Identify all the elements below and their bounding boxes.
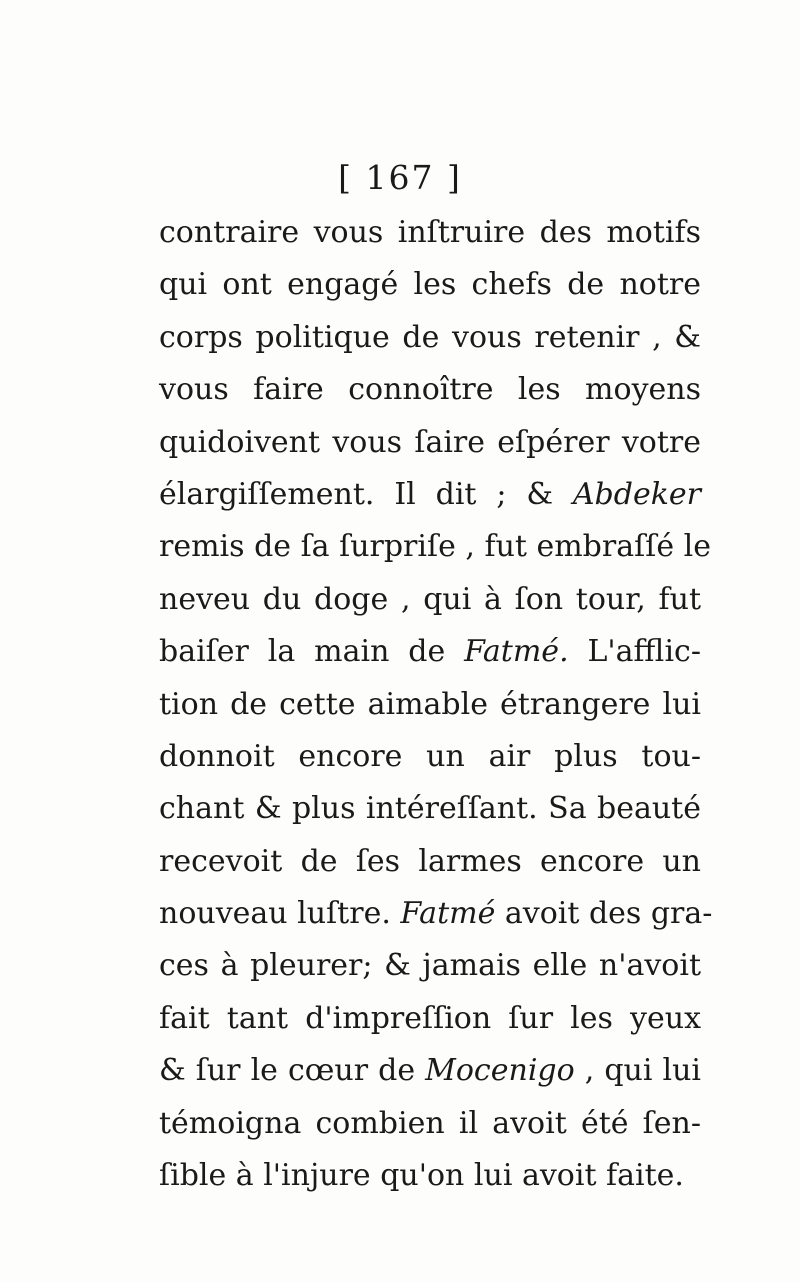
text-line xyxy=(159,940,701,992)
body-text xyxy=(159,207,713,1202)
text-segment: neveu du doge , qui à ſon tour, fut xyxy=(159,581,701,617)
text-segment: contraire vous inſtruire des motifs xyxy=(159,215,701,250)
text-line xyxy=(159,836,701,888)
text-line xyxy=(159,259,701,311)
text-line xyxy=(159,1150,701,1202)
text-segment: recevoit de ſes larmes encore un xyxy=(159,843,701,879)
text-segment: tion de cette aimable étrangere lui xyxy=(159,686,701,722)
text-line xyxy=(159,207,701,259)
text-line xyxy=(159,521,711,573)
text-segment: & ſur le cœur de xyxy=(159,1053,426,1089)
text-segment: donnoit encore un air plus tou- xyxy=(159,738,701,774)
text-segment: élargiſſement. Il dit ; & xyxy=(159,476,573,512)
italic-name: Fatmé xyxy=(400,896,496,932)
text-segment: nouveau luſtre. xyxy=(159,896,401,932)
page-number: [ 167 ] xyxy=(338,158,462,197)
text-segment: quidoivent vous ſaire eſpérer votre xyxy=(159,424,701,460)
text-segment: corps politique de vous retenir , & xyxy=(159,319,701,355)
text-segment: ſible à l'injure qu'on lui avoit faite. xyxy=(159,1158,684,1194)
text-line xyxy=(159,312,701,364)
text-segment: avoit des gra- xyxy=(495,896,713,932)
italic-name: Fatmé. xyxy=(464,634,569,670)
text-segment: fait tant d'impreſſion ſur les yeux xyxy=(159,1000,701,1036)
text-segment: remis de ſa ſurpriſe , fut embraſſé le xyxy=(159,529,711,565)
text-line xyxy=(159,888,713,940)
italic-name: Mocenigo xyxy=(425,1053,575,1089)
text-line xyxy=(159,417,701,469)
text-line xyxy=(159,1045,701,1097)
text-line xyxy=(159,993,701,1045)
text-segment: chant & plus intéreſſant. Sa beauté xyxy=(159,791,701,827)
italic-name: Abdeker xyxy=(572,476,701,512)
text-line xyxy=(159,364,701,416)
text-line xyxy=(159,574,701,626)
text-line xyxy=(159,731,701,783)
text-segment: qui ont engagé les chefs de notre xyxy=(159,267,701,303)
text-segment: ces à pleurer; & jamais elle n'avoit xyxy=(159,948,701,984)
text-line xyxy=(159,783,701,835)
text-segment: vous faire connoître les moyens xyxy=(159,372,701,408)
text-line xyxy=(159,1098,701,1150)
text-line xyxy=(159,626,701,678)
text-segment: témoigna combien il avoit été ſen- xyxy=(159,1105,701,1141)
text-segment: baiſer la main de xyxy=(159,634,465,670)
text-segment: , qui lui xyxy=(574,1053,701,1089)
text-segment: L'afflic- xyxy=(568,634,701,670)
text-line xyxy=(159,679,701,731)
text-line xyxy=(159,469,701,521)
